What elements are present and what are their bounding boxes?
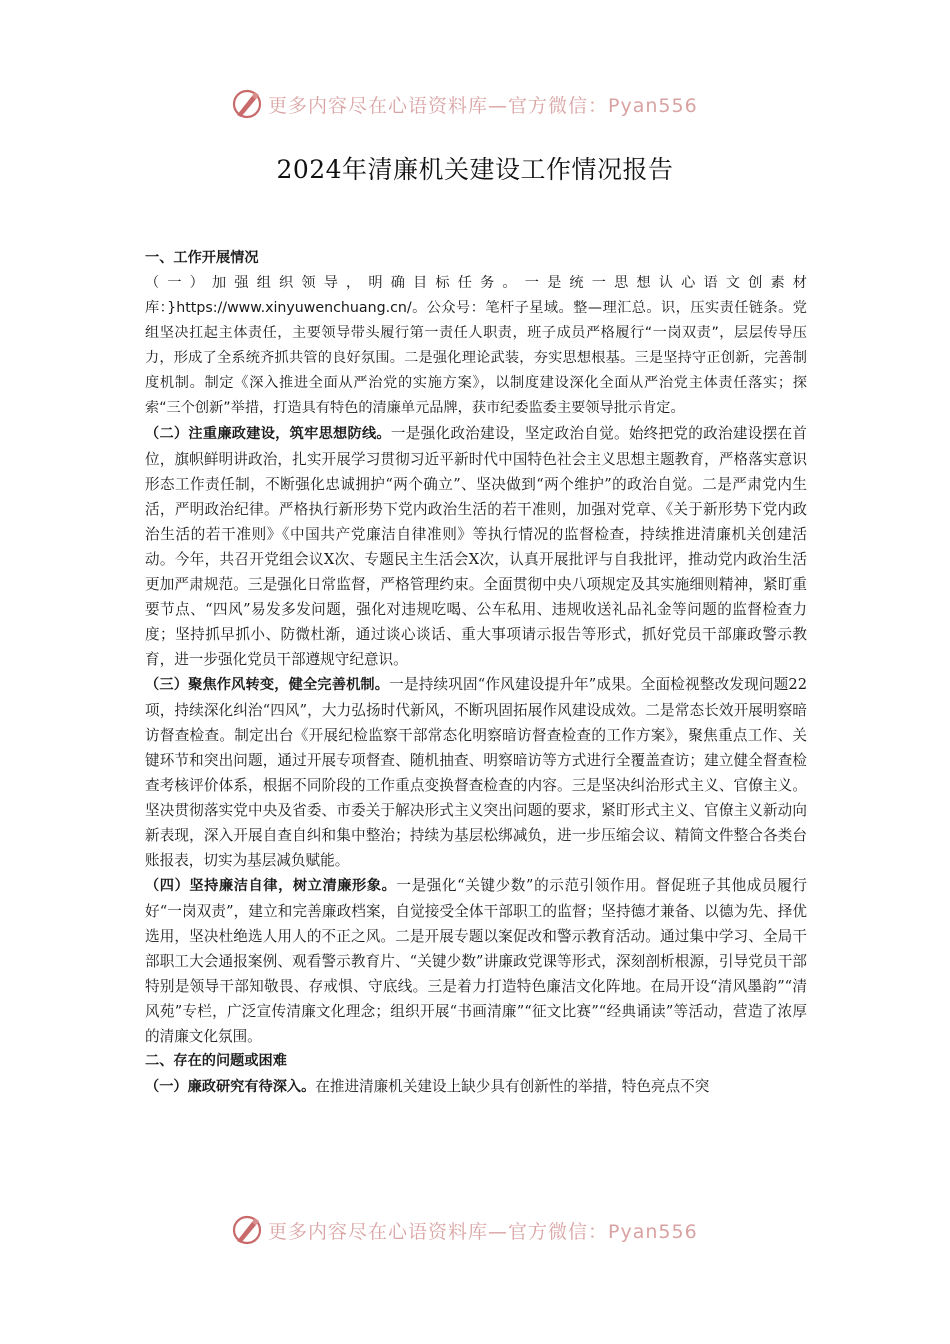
paragraph-4 [145,873,807,1049]
paragraph-5 [145,1074,807,1100]
paragraph-1: （一）加强组织领导，明确目标任务。一是统一思想认心语文创素材库：}https://www.xinyuwenchuang.cn/。公众号：笔杆子星域。整—理汇总。识，压实责任链条。党组坚决扛起主体责任，主要领导带头履行第一责任人职责，班子成员严格履行“一岗双责”，层层传导压力，形成了全系统齐抓共管的良好氛围。二是强化理论武装，夯实思想根基。三是坚持守正创新，完善制度机制。制定《深入推进全面从严治党的实施方案》，以制度建设深化全面从严治党主体责任落实；探索“三个创新”举措，打造具有特色的清廉单元品牌，获市纪委监委主要领导批示肯定。 [145,275,807,416]
section-heading-1: 一、工作开展情况 [145,250,259,266]
pen-circle-logo-icon [230,1213,264,1247]
document-body [145,246,807,1100]
paragraph-3-body: 一是持续巩固“作风建设提升年”成果。全面检视整改发现问题22项，持续深化纠治“四风”，大力弘扬时代新风，不断巩固拓展作风建设成效。二是常态长效开展明察暗访督查检查。制定出台《开展纪检监察干部常态化明察暗访督查检查的工作方案》，聚焦重点工作、关键环节和突出问题，通过开展专项督查、随机抽查、明察暗访等方式进行全覆盖查访；建立健全督查检查考核评价体系，根据不同阶段的工作重点变换督查检查的内容。三是坚决纠治形式主义、官僚主义。坚决贯彻落实党中央及省委、市委关于解决形式主义突出问题的要求，紧盯形式主义、官僚主义新动向新表现，深入开展自查自纠和集中整治；持续为基层松绑减负，进一步压缩会议、精简文件整合各类台账报表，切实为基层减负赋能。 [145,676,807,869]
paragraph-2-body: 一是强化政治建设，坚定政治自觉。始终把党的政治建设摆在首位，旗帜鲜明讲政治，扎实开展学习贯彻习近平新时代中国特色社会主义思想主题教育，严格落实意识形态工作责任制，不断强化忠诚拥护“两个确立”、坚决做到“两个维护”的政治自觉。二是严肃党内生活，严明政治纪律。严格执行新形势下党内政治生活的若干准则，加强对党章、《关于新形势下党内政治生活的若干准则》《中国共产党廉洁自律准则》等执行情况的监督检查，持续推进清廉机关创建活动。今年，共召开党组会议X次、专题民主生活会X次，认真开展批评与自我批评，推动党内政治生活更加严肃规范。三是强化日常监督，严格管理约束。全面贯彻中央八项规定及其实施细则精神，紧盯重要节点、“四风”易发多发问题，强化对违规吃喝、公车私用、违规收送礼品礼金等问题的监督检查力度；坚持抓早抓小、防微杜渐，通过谈心谈话、重大事项请示报告等形式，抓好党员干部廉政警示教育，进一步强化党员干部遵规守纪意识。 [145,425,807,668]
paragraph-4-lead: （四）坚持廉洁自律，树立清廉形象。 [145,878,397,894]
watermark-text: 更多内容尽在心语资料库—官方微信：Pyan556 [268,1220,698,1243]
paragraph-5-body: 在推进清廉机关建设上缺少具有创新性的举措，特色亮点不突 [315,1078,710,1095]
paragraph-5-lead: （一）廉政研究有待深入。 [145,1079,316,1095]
section-heading-2: 二、存在的问题或困难 [145,1053,287,1069]
pen-circle-logo-icon [230,87,264,121]
watermark-header [230,86,698,122]
watermark-text: 更多内容尽在心语资料库—官方微信：Pyan556 [268,94,698,117]
watermark-footer [230,1212,698,1248]
document-title: 2024年清廉机关建设工作情况报告 [276,155,674,184]
paragraph-4-body: 一是强化“关键少数”的示范引领作用。督促班子其他成员履行好“一岗双责”，建立和完善廉政档案，自觉接受全体干部职工的监督；坚持德才兼备、以德为先、择优选用，坚决杜绝选人用人的不正之风。二是开展专题以案促改和警示教育活动。通过集中学习、全局干部职工大会通报案例、观看警示教育片、“关键少数”讲廉政党课等形式，深刻剖析根源，引导党员干部特别是领导干部知敬畏、存戒惧、守底线。三是着力打造特色廉洁文化阵地。在局开设“清风墨韵”“清风苑”专栏，广泛宣传清廉文化理念；组织开展“书画清廉”“征文比赛”“经典诵读”等活动，营造了浓厚的清廉文化氛围。 [145,877,807,1045]
paragraph-2 [145,421,807,672]
paragraph-3-lead: （三）聚焦作风转变，健全完善机制。 [145,677,390,693]
paragraph-2-lead: （二）注重廉政建设，筑牢思想防线。 [145,426,391,442]
paragraph-3 [145,672,807,873]
